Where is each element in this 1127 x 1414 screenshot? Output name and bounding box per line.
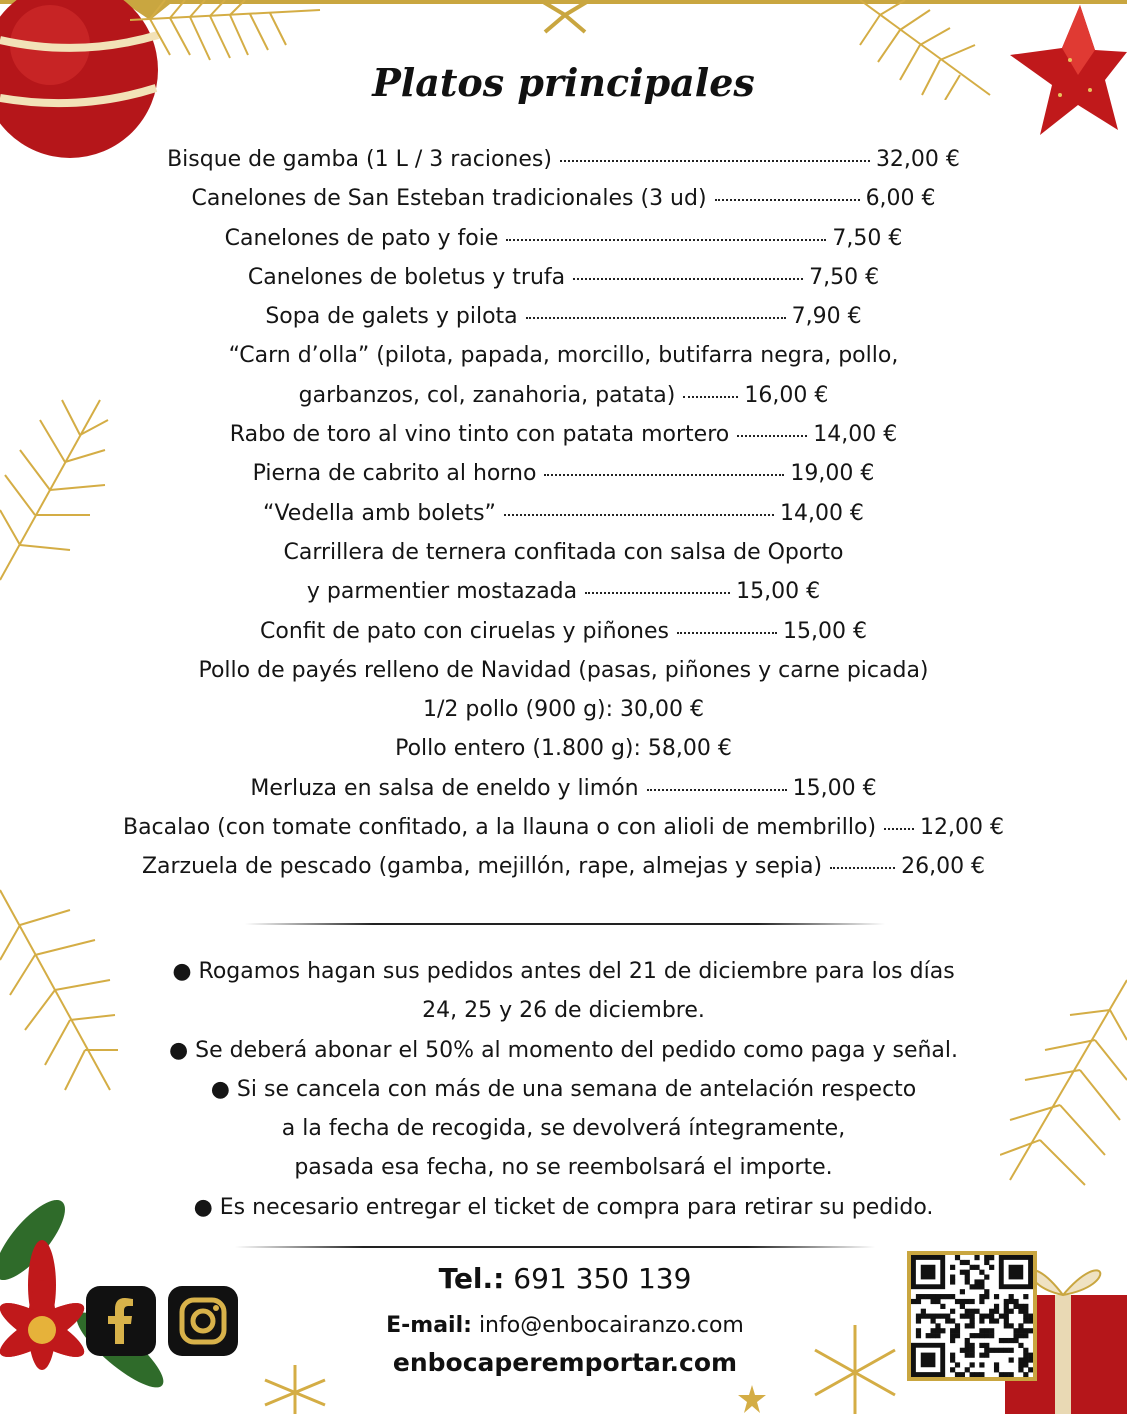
menu-item-price: 6,00 € — [865, 186, 936, 212]
menu-item — [0, 336, 1127, 375]
note-line: ● Es necesario entregar el ticket de compra para retirar su pedido. — [193, 1194, 934, 1220]
menu-item-price: 14,00 € — [813, 422, 898, 448]
menu-item-price: 15,00 € — [736, 579, 821, 605]
menu-item — [0, 651, 1127, 690]
page-title: Platos principales — [372, 60, 755, 105]
note-line: ● Se deberá abonar el 50% al momento del pedido como paga y señal. — [168, 1037, 959, 1063]
menu-item-price: 19,00 € — [790, 461, 875, 487]
menu-item-price: 7,50 € — [809, 264, 880, 290]
menu-item — [0, 494, 1127, 533]
menu-item-name: Merluza en salsa de eneldo y limón — [250, 775, 639, 801]
menu-item — [0, 572, 1127, 611]
email-label: E-mail: — [386, 1313, 472, 1338]
dot-leader — [647, 789, 787, 791]
menu-item-name: Canelones de pato y foie — [224, 225, 499, 251]
menu-item-name: “Vedella amb bolets” — [263, 500, 496, 526]
gold-bow — [530, 0, 600, 35]
menu-item — [0, 415, 1127, 454]
note-line: pasada esa fecha, no se reembolsará el importe. — [294, 1155, 833, 1181]
dot-leader — [884, 828, 914, 830]
gold-star-small — [738, 1385, 766, 1414]
dot-leader — [683, 396, 738, 398]
website-link[interactable]: enbocaperemportar.com — [392, 1348, 738, 1377]
note-line: a la fecha de recogida, se devolverá íntegramente, — [281, 1116, 846, 1142]
menu-item-name: Zarzuela de pescado (gamba, mejillón, rape, almejas y sepia) — [141, 854, 823, 880]
note-line: 24, 25 y 26 de diciembre. — [422, 998, 705, 1024]
menu-item — [0, 140, 1127, 179]
divider-bottom — [235, 1246, 875, 1248]
menu-item-name: Carrillera de ternera confitada con salsa de Oporto — [283, 539, 844, 565]
menu-item — [0, 690, 1127, 729]
phone-label: Tel.: — [438, 1262, 505, 1295]
menu-item-price: 15,00 € — [782, 618, 867, 644]
order-notes — [0, 952, 1127, 1227]
dot-leader — [737, 435, 807, 437]
dot-leader — [677, 632, 777, 634]
instagram-icon[interactable] — [168, 1286, 238, 1356]
menu-item — [0, 258, 1127, 297]
note-line: ● Rogamos hagan sus pedidos antes del 21 de diciembre para los días — [172, 959, 955, 984]
dot-leader — [526, 317, 786, 319]
menu-item-name: Bacalao (con tomate confitado, a la llauna o con alioli de membrillo) — [122, 815, 877, 841]
menu-item-name: Rabo de toro al vino tinto con patata mortero — [229, 422, 730, 448]
menu-item-name: y parmentier mostazada — [306, 579, 578, 605]
menu-item-name: Sopa de galets y pilota — [265, 304, 518, 330]
facebook-icon[interactable] — [86, 1286, 156, 1356]
qr-code[interactable] — [907, 1251, 1037, 1381]
menu-item-price: 26,00 € — [901, 854, 986, 880]
menu-item-name: Canelones de boletus y trufa — [247, 264, 566, 290]
menu-item — [0, 612, 1127, 651]
dot-leader — [504, 514, 774, 516]
menu-item-name: garbanzos, col, zanahoria, patata) — [298, 382, 676, 408]
menu-item-price: 12,00 € — [920, 815, 1005, 841]
email-address[interactable]: info@enbocairanzo.com — [478, 1313, 744, 1338]
menu-item — [0, 297, 1127, 336]
menu-item — [0, 808, 1127, 847]
menu-item-price: 16,00 € — [744, 382, 829, 408]
divider-top — [245, 923, 885, 925]
menu-item — [0, 847, 1127, 886]
menu-item — [0, 219, 1127, 258]
menu-item-name: Pollo entero (1.800 g): 58,00 € — [395, 736, 732, 762]
menu-item — [0, 179, 1127, 218]
menu-item — [0, 454, 1127, 493]
email-line — [250, 1313, 880, 1338]
menu-item — [0, 729, 1127, 768]
menu-item-price: 7,50 € — [832, 225, 903, 251]
menu-item-name: Pollo de payés relleno de Navidad (pasas, piñones y carne picada) — [198, 657, 929, 683]
menu-item — [0, 376, 1127, 415]
dot-leader — [544, 474, 784, 476]
dot-leader — [715, 199, 860, 201]
dot-leader — [830, 867, 895, 869]
dot-leader — [560, 160, 870, 162]
menu-item-name: Bisque de gamba (1 L / 3 raciones) — [167, 147, 552, 172]
menu-item — [0, 769, 1127, 808]
menu-item-price: 7,90 € — [791, 304, 862, 330]
menu-item-price: 15,00 € — [792, 775, 877, 801]
note-line: ● Si se cancela con más de una semana de antelación respecto — [210, 1076, 917, 1102]
menu-item — [0, 533, 1127, 572]
dot-leader — [506, 239, 826, 241]
menu-item-name: Pierna de cabrito al horno — [252, 461, 537, 487]
menu-item-name: Canelones de San Esteban tradicionales (3 ud) — [191, 186, 707, 212]
menu-item-name: Confit de pato con ciruelas y piñones — [260, 618, 669, 644]
phone-line — [250, 1262, 880, 1295]
menu-item-price: 14,00 € — [779, 500, 864, 526]
menu-item-name: 1/2 pollo (900 g): 30,00 € — [423, 697, 704, 723]
menu-item-price: 32,00 € — [875, 147, 960, 172]
menu-item-name: “Carn d’olla” (pilota, papada, morcillo, butifarra negra, pollo, — [228, 343, 899, 369]
dot-leader — [573, 278, 803, 280]
phone-number[interactable]: 691 350 139 — [513, 1262, 692, 1295]
dot-leader — [585, 592, 730, 594]
menu-list — [0, 140, 1127, 887]
